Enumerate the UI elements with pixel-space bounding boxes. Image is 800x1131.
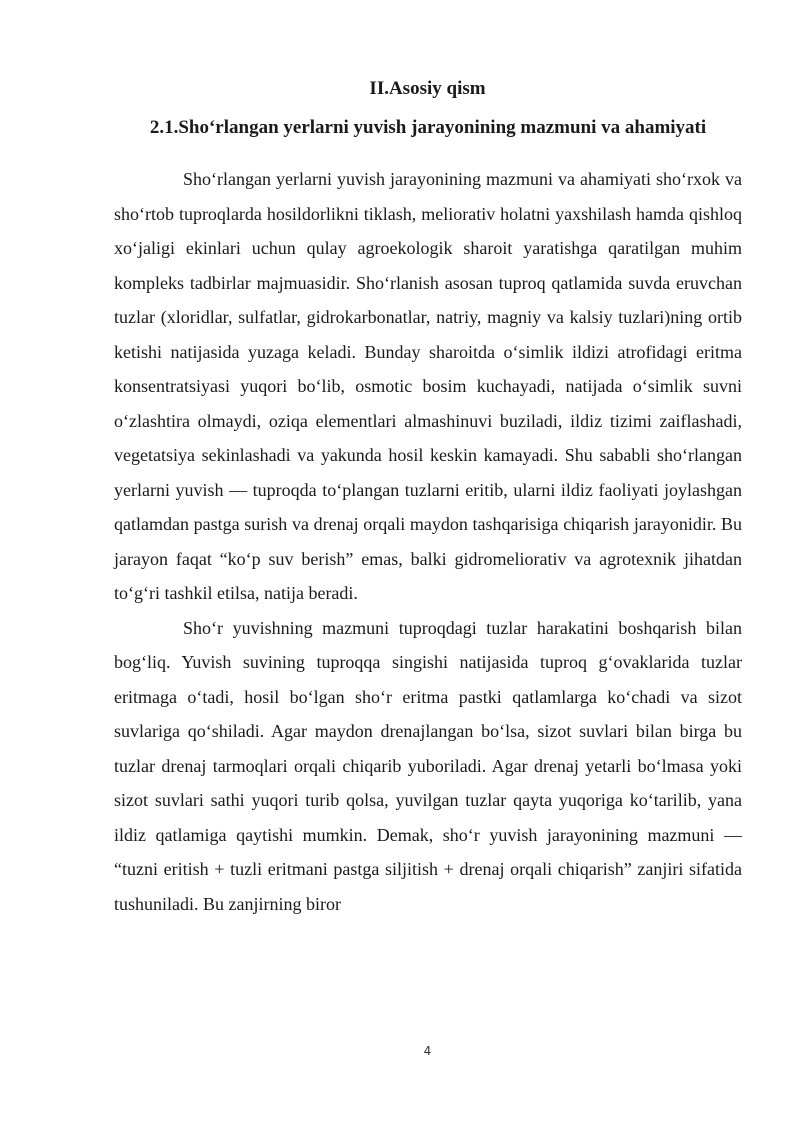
body-text: [114, 162, 742, 921]
section-title: II.Asosiy qism: [369, 78, 486, 99]
page-number: 4: [423, 1044, 432, 1058]
subsection-title: 2.1.Sho‘rlangan yerlarni yuvish jarayonining mazmuni va ahamiyati: [149, 117, 707, 138]
paragraph-1: Sho‘rlangan yerlarni yuvish jarayonining mazmuni va ahamiyati sho‘rxok va sho‘rtob tuproqlarda hosildorlikni tiklash, meliorativ holatni yaxshilash hamda qishloq xo‘jaligi ekinlari uchun qulay agroekologik sharoit yaratishga qaratilgan muhim kompleks tadbirlar majmuasidir. Sho‘rlanish asosan tuproq qatlamida suvda eruvchan tuzlar (xloridlar, sulfatlar, gidrokarbonatlar, natriy, magniy va kalsiy tuzlari)ning ortib ketishi natijasida yuzaga keladi. Bunday sharoitda o‘simlik ildizi atrofidagi eritma konsentratsiyasi yuqori bo‘lib, osmotic bosim kuchayadi, natijada o‘simlik suvni o‘zlashtira olmaydi, oziqa elementlari almashinuvi buziladi, ildiz tizimi zaiflashadi, vegetatsiya sekinlashadi va yakunda hosil keskin kamayadi. Shu sababli sho‘rlangan yerlarni yuvish — tuproqda to‘plangan tuzlarni eritib, ularni ildiz faoliyati joylashgan qatlamdan pastga surish va drenaj orqali maydon tashqarisiga chiqarish jarayonidir. Bu jarayon faqat “ko‘p suv berish” emas, balki gidromeliorativ va agrotexnik jihatdan to‘g‘ri tashkil etilsa, natija beradi.: [114, 169, 742, 603]
paragraph-2: Sho‘r yuvishning mazmuni tuproqdagi tuzlar harakatini boshqarish bilan bog‘liq. Yuvish suvining tuproqqa singishi natijasida tuproq g‘ovaklarida tuzlar eritmaga o‘tadi, hosil bo‘lgan sho‘r eritma pastki qatlamlarga ko‘chadi va sizot suvlariga qo‘shiladi. Agar maydon drenajlangan bo‘lsa, sizot suvlari bilan birga bu tuzlar drenaj tarmoqlari orqali chiqarib yuboriladi. Agar drenaj yetarli bo‘lmasa yoki sizot suvlari sathi yuqori turib qolsa, yuvilgan tuzlar qayta yuqoriga ko‘tarilib, yana ildiz qatlamiga qaytishi mumkin. Demak, sho‘r yuvish jarayonining mazmuni — “tuzni eritish + tuzli eritmani pastga siljitish + drenaj orqali chiqarish” zanjiri sifatida tushuniladi. Bu zanjirning biror: [114, 617, 742, 914]
